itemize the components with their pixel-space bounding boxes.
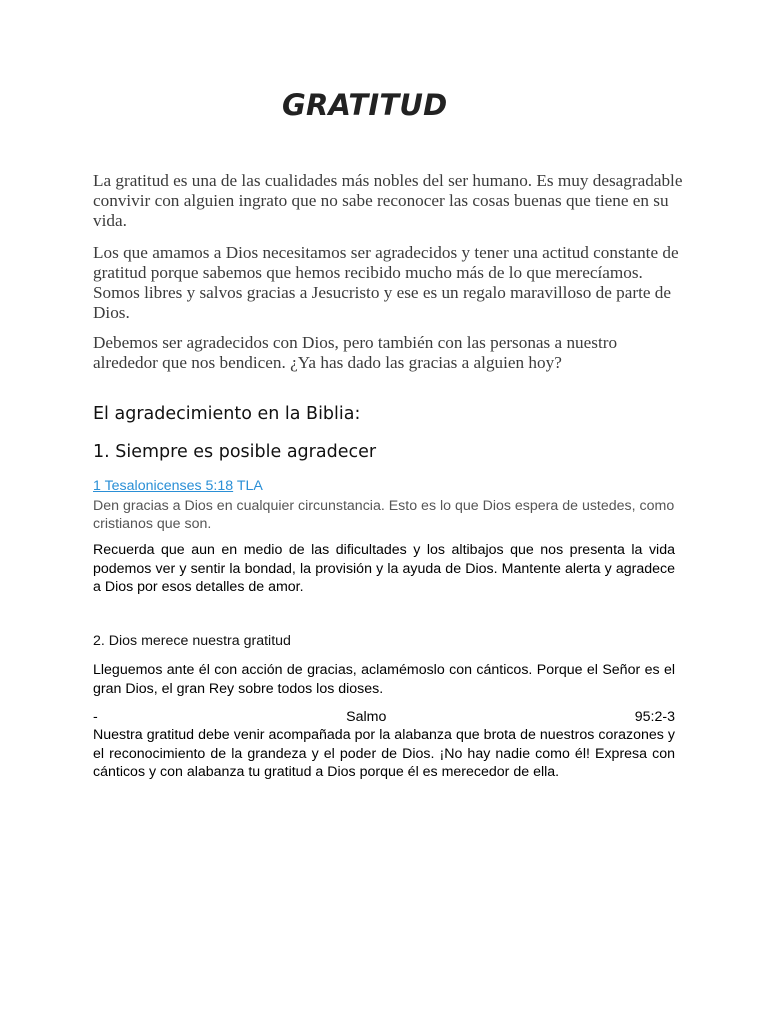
intro-paragraph-3: Debemos ser agradecidos con Dios, pero también con las personas a nuestro alrededor que nos bendicen. ¿Ya has dado las gracias a alguien hoy? — [93, 333, 618, 372]
section-heading: El agradecimiento en la Biblia: — [93, 404, 361, 424]
verse-text: Den gracias a Dios en cualquier circunstancia. Esto es lo que Dios espera de ustedes, como cristianos que son. — [93, 498, 675, 532]
salmo-dash: - — [93, 709, 98, 725]
verse-reference-link[interactable]: 1 Tesalonicenses 5:18 — [93, 478, 234, 494]
verse-reference — [93, 478, 263, 495]
closing-paragraph: Nuestra gratitud debe venir acompañada por la alabanza que brota de nuestros corazones y el reconocimiento de la grandeza y el poder de Dios. ¡No hay nadie como él! Expresa con cánticos y con alabanza tu gratitud a Dios porque él es merecedor de ella. — [93, 727, 675, 780]
salmo-reference: 95:2-3 — [634, 709, 675, 725]
point-2-paragraph: Lleguemos ante él con acción de gracias, aclamémoslo con cánticos. Porque el Señor es el gran Dios, el gran Rey sobre todos los dioses. — [93, 662, 675, 697]
page-title: GRATITUD — [282, 88, 448, 122]
intro-paragraph-2: Los que amamos a Dios necesitamos ser agradecidos y tener una actitud constante de gratitud porque sabemos que hemos recibido mucho más de lo que merecíamos. Somos libres y salvos gracias a Jesucristo y ese es un regalo maravilloso de parte de Dios. — [93, 243, 679, 322]
verse-version: TLA — [236, 478, 263, 494]
point-1-heading: 1. Siempre es posible agradecer — [93, 442, 377, 462]
salmo-name: Salmo — [346, 709, 387, 725]
salmo-citation — [93, 708, 675, 726]
point-1-paragraph: Recuerda que aun en medio de las dificultades y los altibajos que nos presenta la vida podemos ver y sentir la bondad, la provisión y la ayuda de Dios. Mantente alerta y agradece a Dios por esos detalles de amor. — [93, 542, 675, 595]
intro-paragraph-1: La gratitud es una de las cualidades más nobles del ser humano. Es muy desagradable convivir con alguien ingrato que no sabe reconocer las cosas buenas que tiene en su vida. — [93, 171, 683, 230]
point-2-heading: 2. Dios merece nuestra gratitud — [93, 633, 291, 649]
